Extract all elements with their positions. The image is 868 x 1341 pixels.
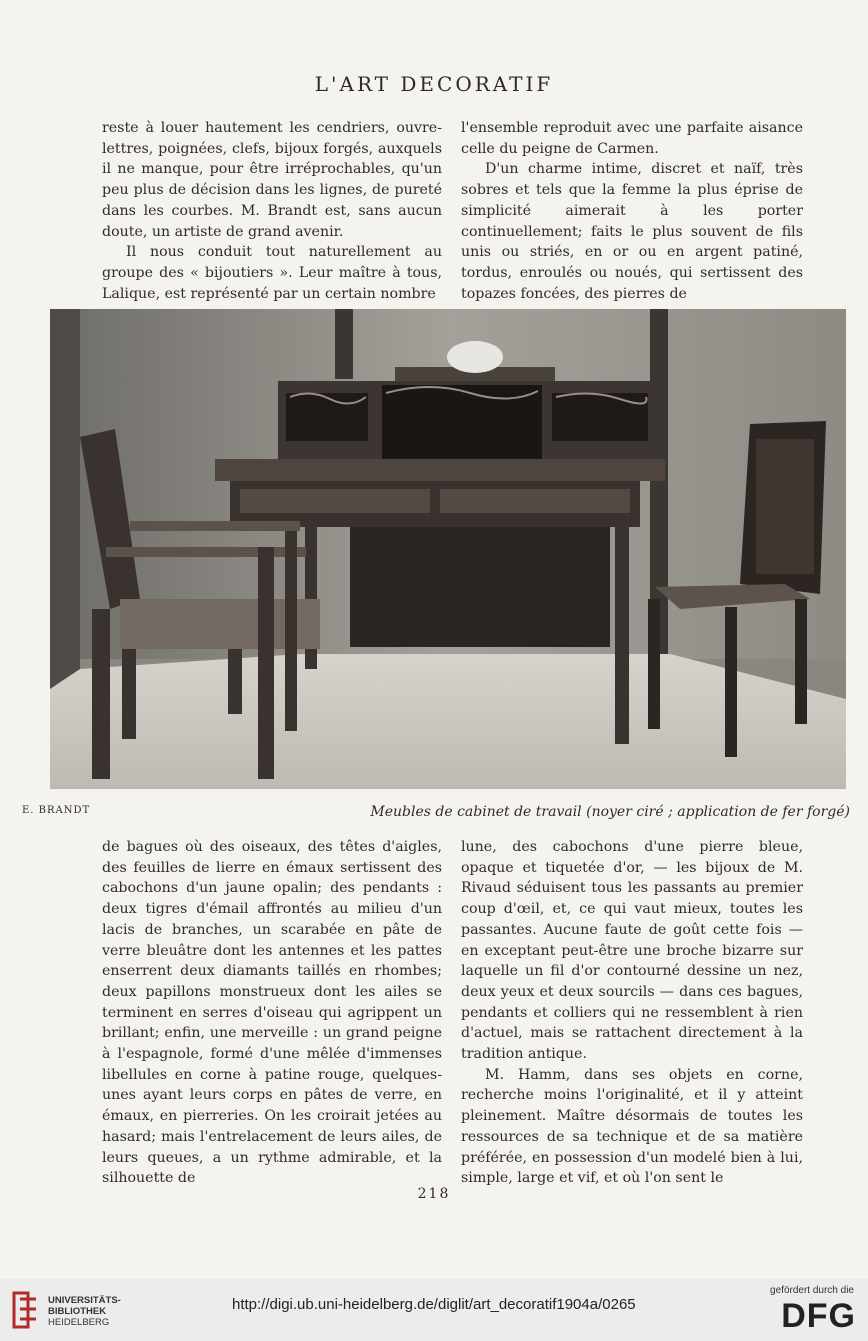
digitization-footer [0,1279,868,1341]
paragraph: reste à louer hautement les cendriers, ouvre-lettres, poignées, clefs, bijoux forgés, auxquels il ne manque, pour être irréprochables, qu'un peu plus de décision dans les lignes, de pureté dans les courbes. M. Brandt est, sans aucun doute, un artiste de grand avenir. [102,120,442,240]
figure-caption: Meubles de cabinet de travail (noyer ciré ; application de fer forgé) [370,804,850,820]
paragraph: de bagues où des oiseaux, des têtes d'aigles, des feuilles de lierre en émaux sertissent des cabochons d'un jaune opalin; des pendants : deux tigres d'émail affrontés au milieu d'un lacis de branches, un scarabée en pâte de verre bleuâtre dont les antennes et les pattes enserrent deux diamants taillés en rhombes; deux papillons monstrueux dont les ailes se terminent en serres d'oiseau qui agrippent un brillant; enfin, une merveille : un grand peigne à l'espagnole, formé d'une mêlée d'immenses libellules en corne à patine rouge, quelques-unes ayant leurs corps en pâtes de verre, en émaux, en pierreries. On les croirait jetées au hasard; mais l'entrelacement de leurs ailes, de leurs queues, a un rythme admirable, et la silhouette de [102,839,442,1187]
permalink-url[interactable]: http://digi.ub.uni-heidelberg.de/diglit/art_decoratif1904a/0265 [232,1296,636,1313]
text-column-bottom-right [461,837,803,1189]
library-line-3: HEIDELBERG [48,1317,110,1328]
sponsor-label: gefördert durch die [770,1285,854,1296]
library-name [48,1295,121,1328]
running-head: L'ART DECORATIF [314,72,554,96]
dfg-logo: DFG [781,1297,856,1335]
text-column-bottom-left [102,837,442,1189]
paragraph: D'un charme intime, discret et naïf, très sobres et tels que la femme la plus éprise de simplicité aimerait à les porter continuellement; faits le plus souvent de fils unis ou striés, en or ou en argent patiné, tordus, enroulés ou noués, qui sertissent des topazes foncées, des pierres de [461,161,803,302]
photo-credit: E. BRANDT [22,805,91,816]
ub-heidelberg-logo-icon [10,1289,40,1331]
page-number: 218 [417,1186,451,1202]
paragraph: M. Hamm, dans ses objets en corne, recherche moins l'originalité, et il y atteint pleinement. Maître désormais de toutes les ressources de sa technique et de sa matière préférée, en possession d'un modelé bien à lui, simple, large et vif, et où l'on sent le [461,1066,803,1187]
paragraph: l'ensemble reproduit avec une parfaite aisance celle du peigne de Carmen. [461,120,803,157]
furniture-photograph [50,309,846,789]
text-column-top-left [102,118,442,304]
library-line-2: BIBLIOTHEK [48,1306,107,1317]
paragraph: lune, des cabochons d'une pierre bleue, opaque et tiquetée d'or, — les bijoux de M. Rivaud séduisent tous les passants au premier coup d'œil, et, ce qui vaut mieux, toutes les passantes. Aucune faute de goût cette fois — en exceptant peut-être une broche bizarre sur laquelle un fil d'or contourné dessine un nez, deux yeux et deux sourcils — dans ces bagues, pendants et colliers qui ne ressemblent à rien d'actuel, mais se rattachent directement à la tradition antique. [461,839,803,1063]
library-line-1: UNIVERSITÄTS- [48,1295,121,1306]
text-column-top-right [461,118,803,304]
paragraph: Il nous conduit tout naturellement au groupe des « bijoutiers ». Leur maître à tous, Lalique, est représenté par un certain nombre [102,244,442,302]
